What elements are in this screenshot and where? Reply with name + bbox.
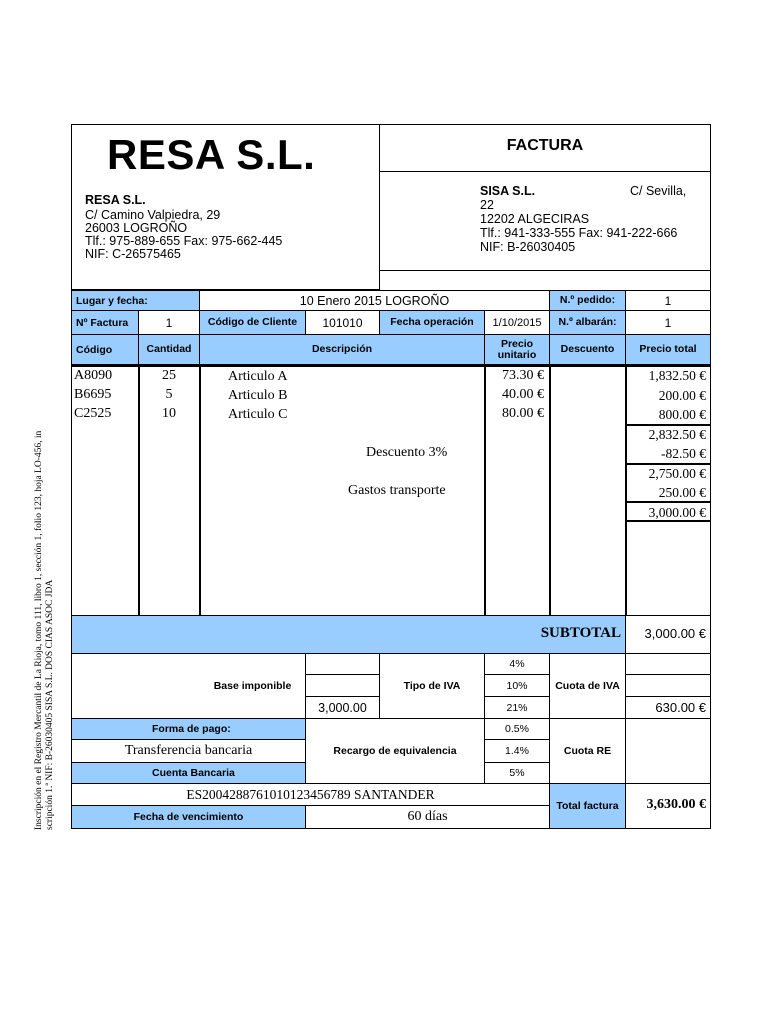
re-rate: 5% <box>484 762 550 784</box>
albaran-value: 1 <box>625 310 711 335</box>
item-code: A8090 <box>74 368 113 383</box>
base-cell <box>305 653 380 675</box>
cuota-iva-label: Cuota de IVA <box>549 653 626 719</box>
forma-pago-label: Forma de pago: <box>71 718 306 740</box>
cuota-iva-cell <box>625 696 711 719</box>
fecha-op-label: Fecha operación <box>379 310 485 335</box>
factura-value: 1 <box>138 310 200 335</box>
vencimiento-label: Fecha de vencimiento <box>71 805 306 829</box>
item-total: 200.00 € <box>658 387 706 403</box>
col-codigo: Código <box>71 334 139 365</box>
total-factura-cell <box>625 783 711 829</box>
lugar-value: 10 Enero 2015 LOGROÑO <box>199 290 550 311</box>
company-city: 26003 LOGROÑO <box>85 221 188 235</box>
tipo-iva-label: Tipo de IVA <box>379 653 485 719</box>
discount-label: Descuento 3% <box>366 445 448 460</box>
items-desc <box>228 367 478 424</box>
vencimiento-value: 60 días <box>305 805 550 829</box>
item-total: 800.00 € <box>658 407 706 422</box>
item-total: 1,832.50 € <box>648 368 706 383</box>
base-cell <box>305 674 380 697</box>
company-logo-text: RESA S.L. <box>107 131 316 178</box>
client-box <box>379 171 711 271</box>
items-unit <box>486 366 548 423</box>
col-descripcion: Descripción <box>199 334 485 365</box>
cliente-label: Código de Cliente <box>199 310 306 335</box>
subtotal-label: SUBTOTAL <box>540 625 621 641</box>
pedido-value: 1 <box>625 290 711 311</box>
pedido-label: N.º pedido: <box>549 290 626 311</box>
subtotal-value-cell <box>625 615 711 654</box>
company-nif: NIF: C-26575465 <box>85 247 181 261</box>
col-cantidad: Cantidad <box>138 334 200 365</box>
forma-pago-value: Transferencia bancaria <box>71 739 306 763</box>
company-name: RESA S.L. <box>85 193 146 207</box>
cliente-value: 101010 <box>305 310 380 335</box>
client-street-a: C/ Sevilla, <box>630 184 687 198</box>
totals-column <box>627 366 710 522</box>
client-box-footer <box>379 270 711 291</box>
item-unit-price: 40.00 € <box>502 387 544 402</box>
company-address: C/ Camino Valpiedra, 29 <box>85 208 221 222</box>
items-codes <box>74 366 136 423</box>
col-divider <box>549 364 551 616</box>
cell-line <box>625 424 711 426</box>
re-rate: 1.4% <box>484 739 550 763</box>
client-name: SISA S.L. <box>480 184 536 198</box>
items-qty <box>140 366 198 423</box>
iva-rate: 4% <box>484 653 550 675</box>
item-unit-price: 73.30 € <box>502 368 544 383</box>
cuota-iva-value: 630.00 € <box>655 700 706 715</box>
iva-rate: 21% <box>484 696 550 719</box>
albaran-label: N.º albarán: <box>549 310 626 335</box>
re-rate: 0.5% <box>484 718 550 740</box>
cuota-re-label: Cuota RE <box>549 718 626 784</box>
col-descuento: Descuento <box>549 334 626 365</box>
company-header-box <box>71 124 380 290</box>
base-value: 3,000.00 <box>305 696 380 719</box>
cuenta-value: ES2004288761010123456789 SANTANDER <box>71 783 550 806</box>
client-phone-fax: Tlf.: 941-333-555 Fax: 941-222-666 <box>480 226 678 240</box>
item-qty: 25 <box>162 368 176 383</box>
total-factura-value: 3,630.00 € <box>646 797 706 812</box>
item-qty: 10 <box>162 406 176 421</box>
item-desc: Articulo A <box>228 369 288 384</box>
cuota-cell <box>625 653 711 675</box>
iva-rate: 10% <box>484 674 550 697</box>
doc-title: FACTURA <box>506 137 584 154</box>
transport-label: Gastos transporte <box>348 483 446 498</box>
after-discount: 2,750.00 € <box>648 465 706 481</box>
discount-amount: -82.50 € <box>661 446 706 461</box>
item-unit-price: 80.00 € <box>502 406 544 421</box>
item-desc: Articulo B <box>228 388 288 403</box>
item-code: B6695 <box>74 387 112 402</box>
side-registry-text: Inscripción en el Registro Mercantil de La Rioja, tomo 111, libro 1, sección 1, folio 123, hoja LO-456, inscripción 1.ª NIF: B-26030405 SISA S.L. DOS CIAS ASOC JDA <box>34 430 55 830</box>
base-imponible-label: Base imponible <box>213 679 292 692</box>
subtotal-bar <box>71 615 626 654</box>
cell-line <box>625 463 711 465</box>
subtotal-value: 3,000.00 € <box>644 626 706 641</box>
sum-items: 2,832.50 € <box>648 426 706 442</box>
col-precio-total: Precio total <box>625 334 711 365</box>
col-precio-unitario: Precio unitario <box>484 334 550 365</box>
client-city: 12202 ALGECIRAS <box>480 212 590 226</box>
item-qty: 5 <box>165 387 173 402</box>
total-factura-label: Total factura <box>549 783 626 829</box>
fecha-op-value: 1/10/2015 <box>484 310 550 335</box>
cuota-re-cell <box>625 718 711 784</box>
transport-amount: 250.00 € <box>658 485 706 500</box>
doc-title-box <box>379 124 711 172</box>
lugar-label: Lugar y fecha: <box>71 290 200 311</box>
total-after: 3,000.00 € <box>648 504 706 520</box>
client-street-b: 22 <box>480 198 494 212</box>
cell-line <box>625 501 711 503</box>
item-desc: Articulo C <box>228 407 288 422</box>
side-registry-note <box>34 430 64 830</box>
company-phone-fax: Tlf.: 975-889-655 Fax: 975-662-445 <box>85 234 283 248</box>
cell-line <box>625 520 711 522</box>
cuenta-label: Cuenta Bancaria <box>71 762 306 784</box>
recargo-label: Recargo de equivalencia <box>305 718 485 784</box>
item-code: C2525 <box>74 406 112 421</box>
col-divider <box>199 364 201 616</box>
cuota-cell <box>625 674 711 697</box>
factura-label: Nº Factura <box>71 310 139 335</box>
client-nif: NIF: B-26030405 <box>480 240 576 254</box>
